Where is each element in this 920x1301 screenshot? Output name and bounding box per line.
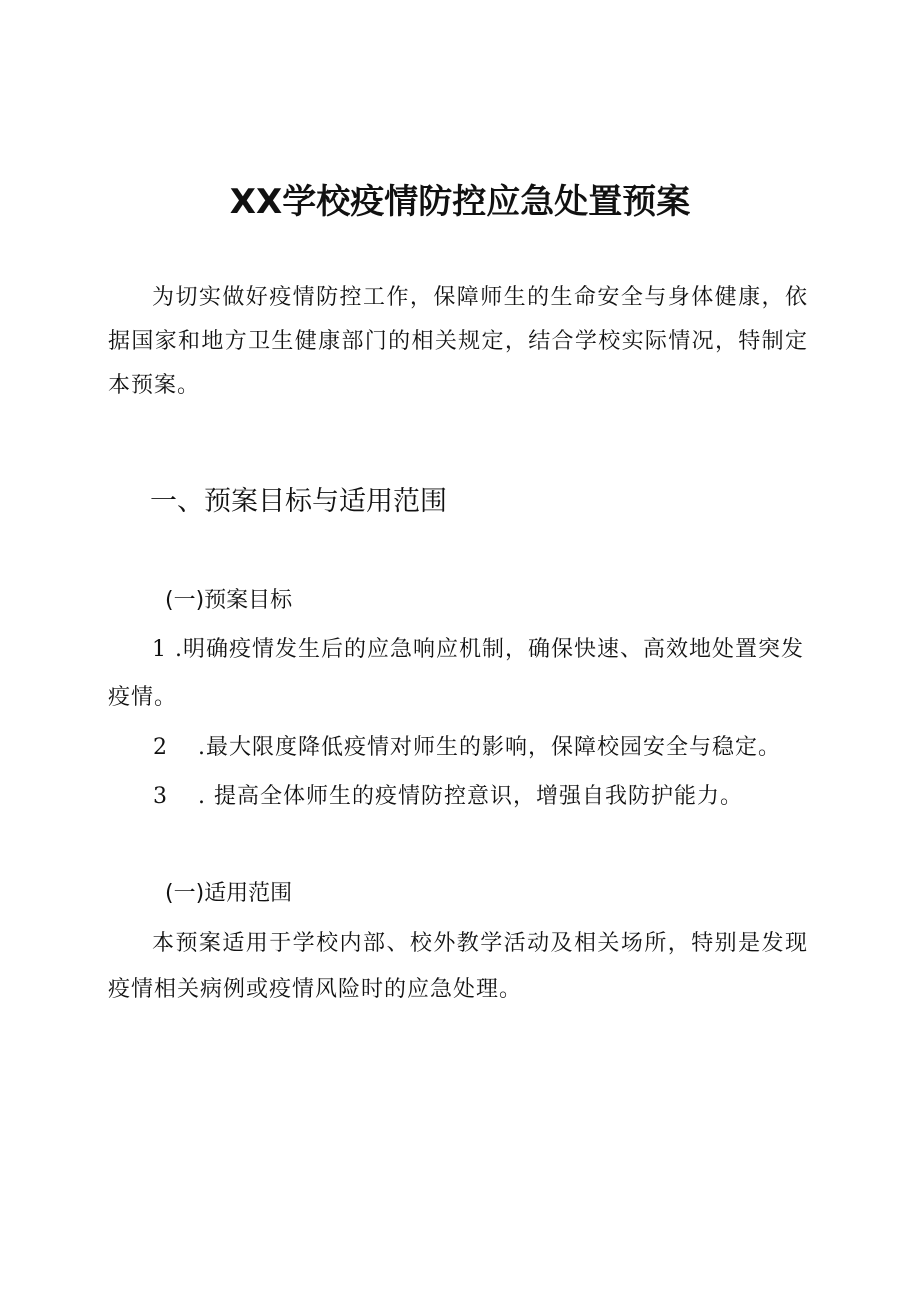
- list-item: 1 .明确疫情发生后的应急响应机制，确保快速、高效地处置突发疫情。: [108, 637, 804, 710]
- list-item-text: .最大限度降低疫情对师生的影响，保障校园安全与稳定。: [198, 735, 781, 760]
- subsection-heading-scope: (一)适用范围: [165, 881, 293, 906]
- list-item: [108, 773, 808, 821]
- document-title: XX学校疫情防控应急处置预案: [229, 182, 691, 222]
- list-item: [108, 724, 808, 772]
- list-item-number: 2: [153, 735, 168, 760]
- list-item-number: 3: [153, 784, 168, 809]
- subsection-heading-goals: (一)预案目标: [165, 588, 293, 613]
- intro-paragraph: 为切实做好疫情防控工作，保障师生的生命安全与身体健康，依据国家和地方卫生健康部门的相关规定，结合学校实际情况，特制定本预案。: [108, 285, 808, 398]
- scope-paragraph: 本预案适用于学校内部、校外教学活动及相关场所，特别是发现疫情相关病例或疫情风险时的应急处理。: [108, 931, 808, 1002]
- list-item-text: . 提高全体师生的疫情防控意识，增强自我防护能力。: [198, 784, 743, 809]
- section-heading: 一、预案目标与适用范围: [150, 486, 447, 517]
